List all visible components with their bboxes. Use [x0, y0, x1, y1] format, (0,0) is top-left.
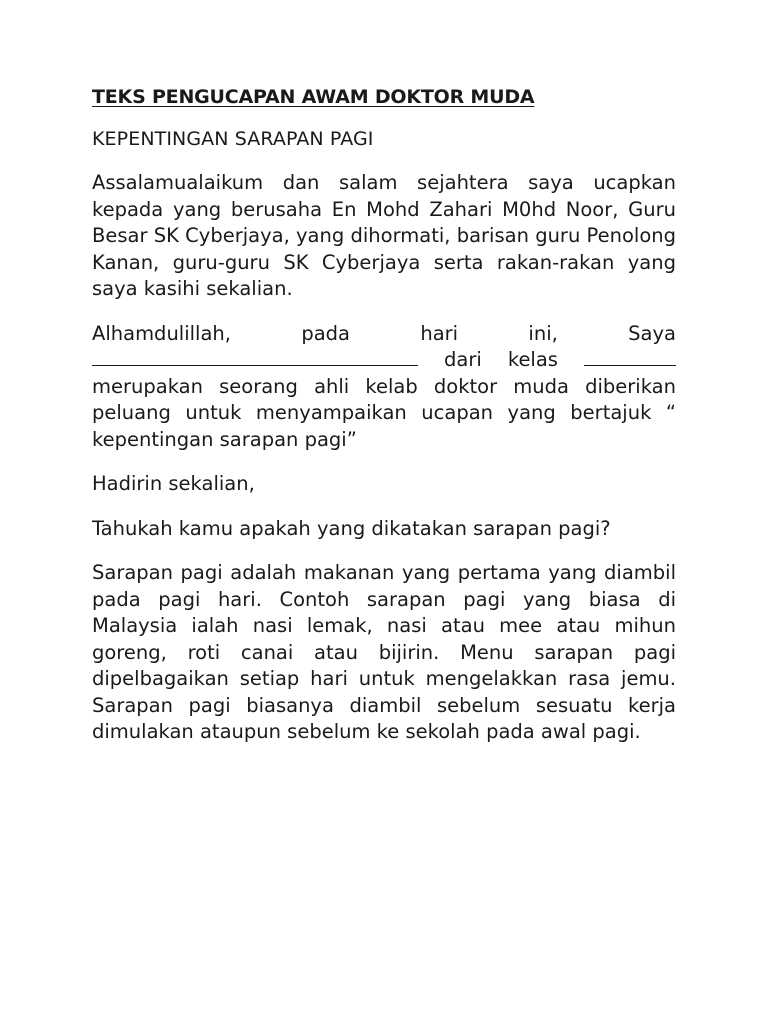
document-subtitle: KEPENTINGAN SARAPAN PAGI [92, 128, 374, 150]
name-blank-line [92, 347, 418, 366]
definition-paragraph: Sarapan pagi adalah makanan yang pertama yang diambil pada pagi hari. Contoh sarapan pagi yang biasa di Malaysia ialah nasi lemak, nasi atau mee atau mihun goreng, roti canai atau bijirin. Menu sarapan pagi dipelbagaikan setiap hari untuk mengelakkan rasa jemu. Sarapan pagi biasanya diambil sebelum sesuatu kerja dimulakan ataupun sebelum ke sekolah pada awal pagi. [92, 561, 676, 743]
document-title: TEKS PENGUCAPAN AWAM DOKTOR MUDA [92, 86, 535, 108]
audience-paragraph: Hadirin sekalian, [92, 472, 255, 495]
class-blank-line [584, 347, 676, 366]
intro-text-3: merupakan seorang ahli kelab doktor muda diberikan peluang untuk menyampaikan ucapan yang bertajuk “ kepentingan sarapan pagi” [92, 374, 676, 451]
greeting-paragraph: Assalamualaikum dan salam sejahtera saya ucapkan kepada yang berusaha En Mohd Zahari M0hd Noor, Guru Besar SK Cyberjaya, yang dihormati, barisan guru Penolong Kanan, guru-guru SK Cyberjaya serta rakan-rakan yang saya kasihi sekalian. [92, 171, 676, 300]
question-paragraph: Tahukah kamu apakah yang dikatakan sarapan pagi? [92, 516, 611, 540]
document-page [92, 86, 676, 764]
intro-text-1: Alhamdulillah, pada hari ini, Saya [92, 321, 676, 345]
intro-paragraph [92, 321, 676, 454]
intro-text-2: dari kelas [444, 348, 558, 371]
